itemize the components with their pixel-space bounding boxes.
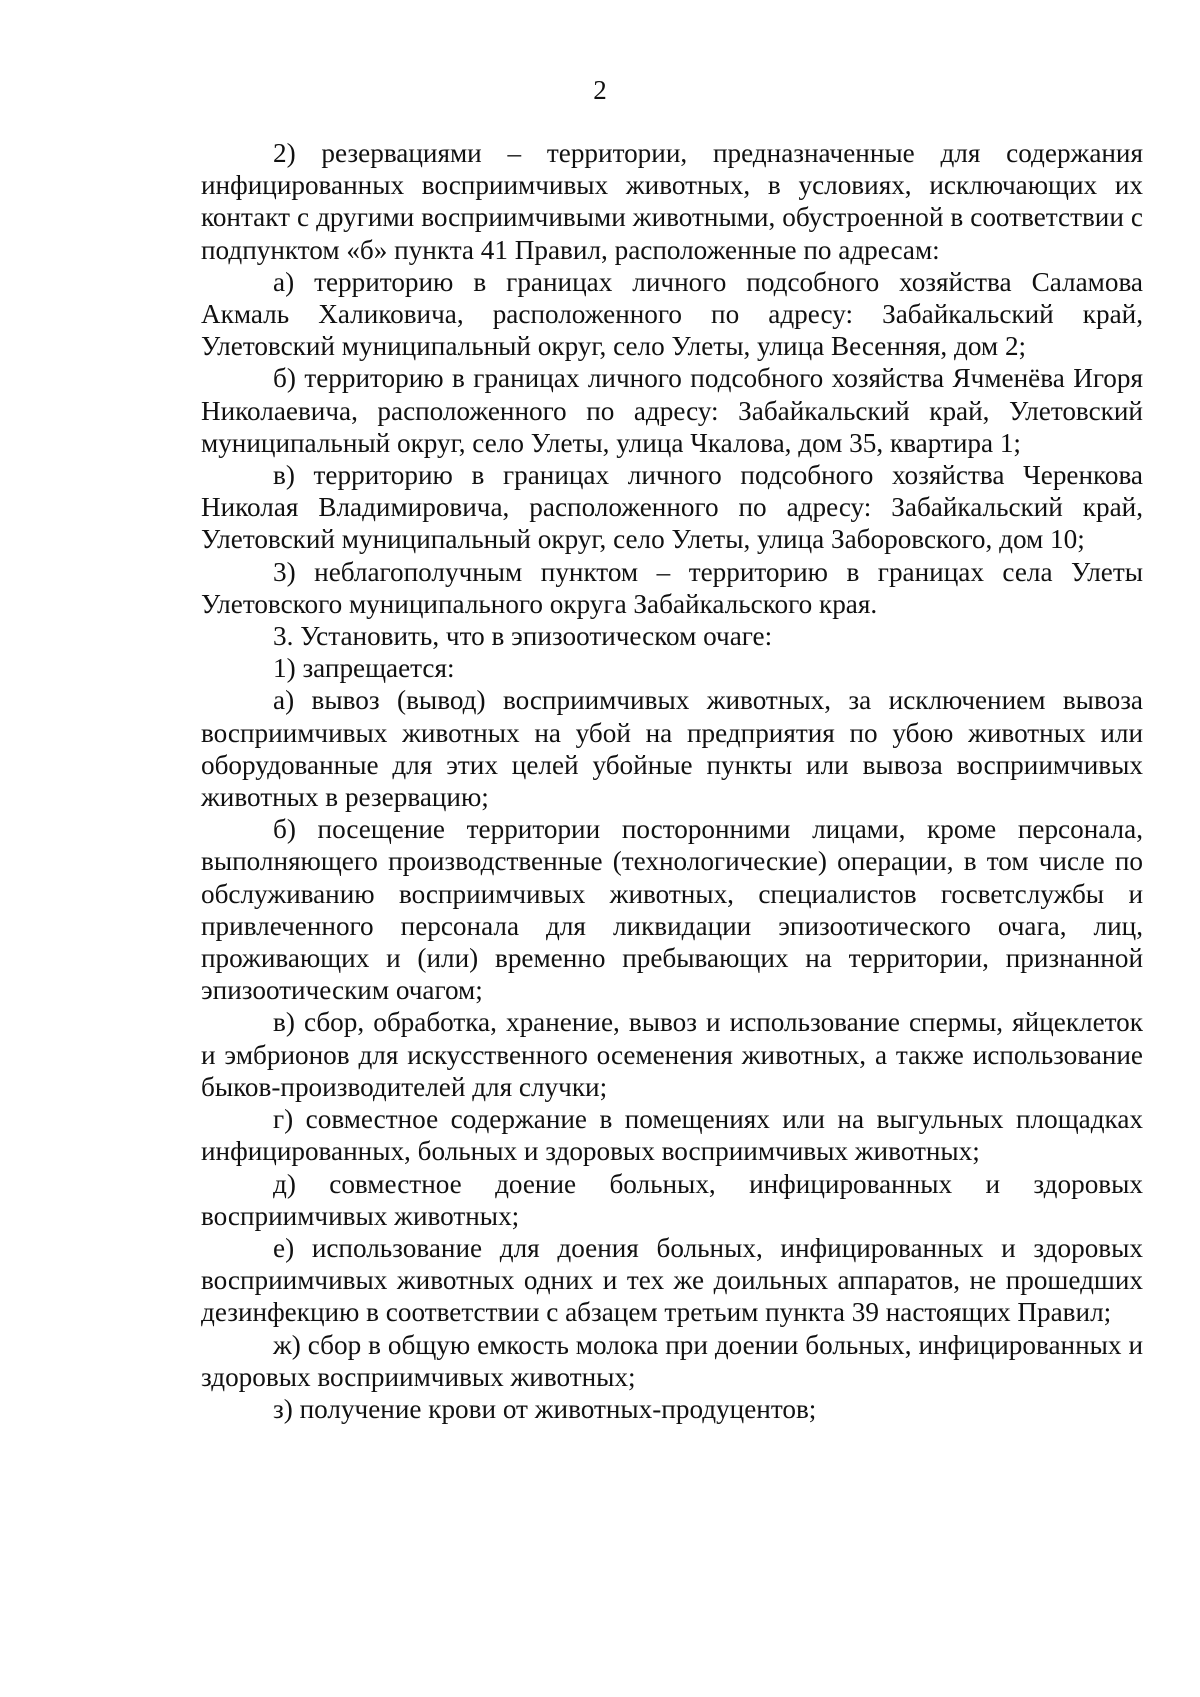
paragraph-reservation-v: в) территорию в границах личного подсобного хозяйства Черенкова Николая Владимировича, расположенного по адресу: Забайкальский край, Улетовский муниципальный округ, село Улеты, улица Заборовского, дом 10; — [201, 460, 1143, 555]
paragraph-prohibited-g: г) совместное содержание в помещениях или на выгульных площадках инфицированных, больных и здоровых восприимчивых животных; — [201, 1104, 1143, 1167]
page-number: 2 — [593, 75, 607, 105]
paragraph-prohibited-e: е) использование для доения больных, инфицированных и здоровых восприимчивых животных одних и тех же доильных аппаратов, не прошедших дезинфекцию в соответствии с абзацем третьим пункта 39 настоящих Правил; — [201, 1232, 1143, 1328]
paragraph-section-3: 3. Установить, что в эпизоотическом очаге: — [273, 621, 773, 652]
paragraph-prohibited-v: в) сбор, обработка, хранение, вывоз и использование спермы, яйцеклеток и эмбрионов для искусственного осеменения животных, а также использование быков-производителей для случки; — [201, 1007, 1143, 1102]
paragraph-prohibited-zh: ж) сбор в общую емкость молока при доении больных, инфицированных и здоровых восприимчивых животных; — [201, 1329, 1143, 1392]
paragraph-reservation-a: а) территорию в границах личного подсобного хозяйства Саламова Акмаль Халиковича, расположенного по адресу: Забайкальский край, Улетовский муниципальный округ, село Улеты, улица Весенняя, дом 2; — [201, 266, 1143, 362]
paragraph-prohibited-b: б) посещение территории посторонними лицами, кроме персонала, выполняющего производственные (технологические) операции, в том числе по обслуживанию восприимчивых животных, специалистов госветслужбы и привлеченного персонала для ликвидации эпизоотического очага, лиц, проживающих и (или) временно пребывающих на территории, признанной эпизоотическим очагом; — [201, 814, 1143, 1006]
paragraph-unfavorable-point: 3) неблагополучным пунктом – территорию в границах села Улеты Улетовского муниципального округа Забайкальского края. — [201, 556, 1143, 619]
paragraph-reservations: 2) резервациями – территории, предназначенные для содержания инфицированных восприимчивых животных, в условиях, исключающих их контакт с другими восприимчивыми животными, обустроенной в соответствии с подпунктом «б» пункта 41 Правил, расположенные по адресам: — [201, 138, 1143, 265]
paragraph-prohibited: 1) запрещается: — [273, 653, 455, 684]
paragraph-prohibited-d: д) совместное доение больных, инфицированных и здоровых восприимчивых животных; — [201, 1168, 1143, 1231]
paragraph-prohibited-z: з) получение крови от животных-продуцентов; — [273, 1393, 817, 1424]
paragraph-prohibited-a: а) вывоз (вывод) восприимчивых животных, за исключением вывоза восприимчивых животных на убой на предприятия по убою животных или оборудованные для этих целей убойные пункты или вывоза восприимчивых животных в резервацию; — [201, 685, 1143, 813]
paragraph-reservation-b: б) территорию в границах личного подсобного хозяйства Ячменёва Игоря Николаевича, расположенного по адресу: Забайкальский край, Улетовский муниципальный округ, село Улеты, улица Чкалова, дом 35, квартира 1; — [201, 363, 1143, 458]
document-body — [201, 137, 1143, 1425]
